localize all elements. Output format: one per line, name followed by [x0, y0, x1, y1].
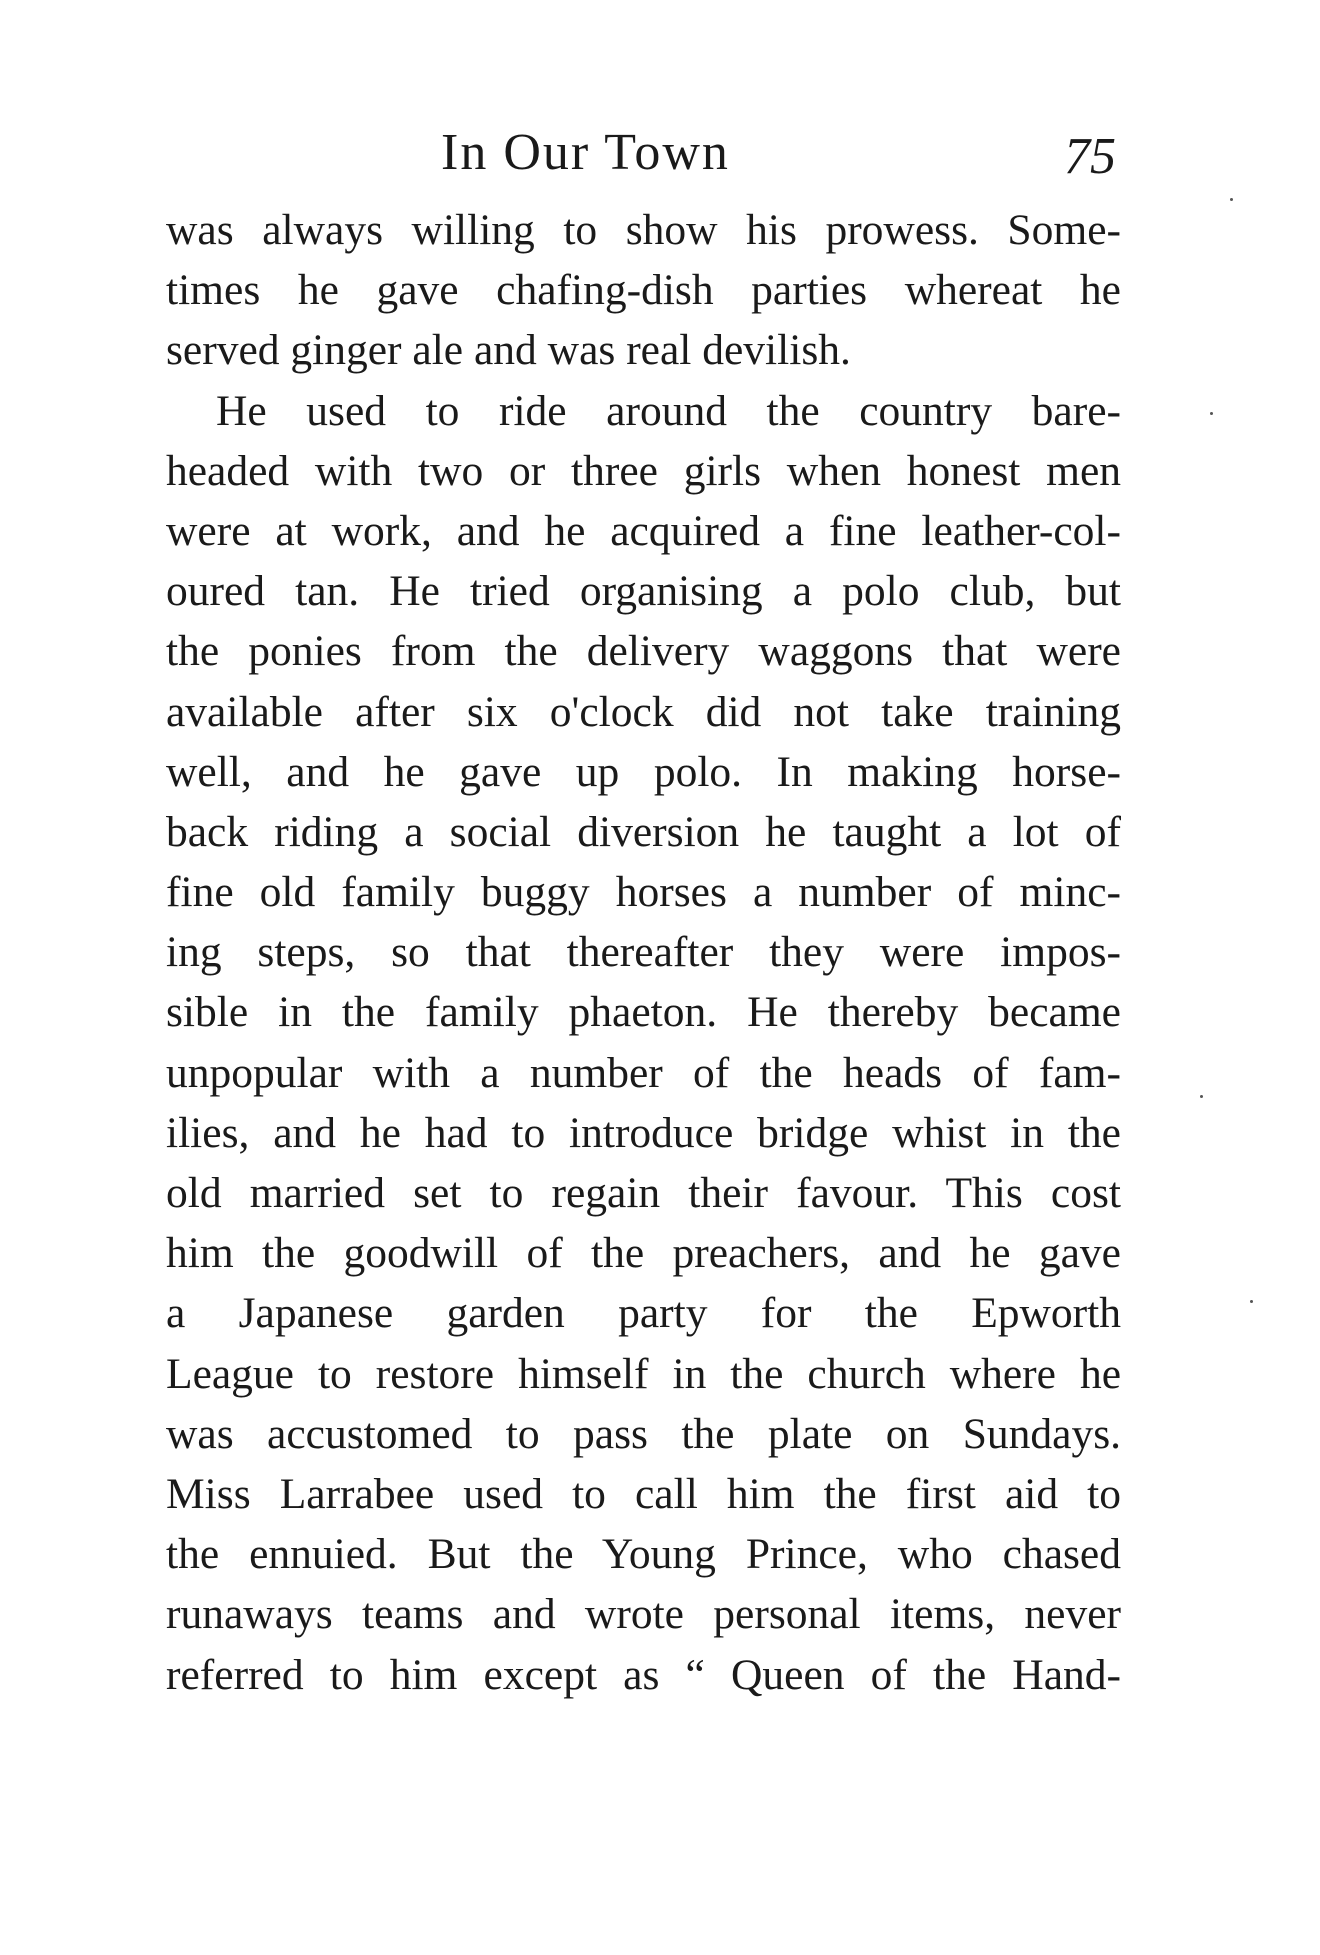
text-line: ing steps, so that thereafter they were impos- [166, 928, 1121, 977]
text-line: served ginger ale and was real devilish. [166, 326, 851, 375]
running-title: In Our Town [441, 124, 730, 181]
text-line: times he gave chafing-dish parties whereat he [166, 266, 1121, 315]
text-line: well, and he gave up polo. In making horse- [166, 747, 1121, 796]
text-line: were at work, and he acquired a fine leather-col- [166, 506, 1121, 555]
paper-speck [1210, 412, 1213, 415]
text-line: the ennuied. But the Young Prince, who chased [166, 1530, 1121, 1579]
text-line: fine old family buggy horses a number of minc- [166, 868, 1121, 917]
paper-speck [1230, 198, 1233, 201]
text-line: available after six o'clock did not take training [166, 687, 1121, 736]
text-line: Miss Larrabee used to call him the first aid to [166, 1469, 1121, 1518]
text-line: unpopular with a number of the heads of fam- [166, 1048, 1121, 1097]
text-line: old married set to regain their favour. This cost [166, 1169, 1121, 1217]
running-head [166, 118, 1126, 198]
paper-speck [1250, 1300, 1253, 1303]
text-line: sible in the family phaeton. He thereby became [166, 988, 1121, 1037]
text-line: referred to him except as “ Queen of the Hand- [166, 1650, 1121, 1699]
text-line: headed with two or three girls when honest men [166, 446, 1121, 495]
paper-speck [1200, 1095, 1203, 1098]
text-line: the ponies from the delivery waggons that were [166, 627, 1121, 676]
text-line: ilies, and he had to introduce bridge whist in the [166, 1108, 1121, 1157]
text-line: League to restore himself in the church where he [166, 1349, 1121, 1398]
text-line: a Japanese garden party for the Epworth [166, 1289, 1121, 1338]
page-number: 75 [1064, 128, 1116, 185]
text-line: oured tan. He tried organising a polo club, but [166, 567, 1121, 616]
text-line: was accustomed to pass the plate on Sundays. [166, 1409, 1121, 1458]
body-text [166, 200, 1121, 1705]
paragraph-first-line: He used to ride around the country bare- [216, 386, 1121, 435]
text-line: him the goodwill of the preachers, and he gave [166, 1229, 1121, 1278]
text-line: was always willing to show his prowess. Some- [166, 206, 1121, 254]
text-line: back riding a social diversion he taught a lot of [166, 807, 1121, 856]
text-line: runaways teams and wrote personal items, never [166, 1590, 1121, 1639]
